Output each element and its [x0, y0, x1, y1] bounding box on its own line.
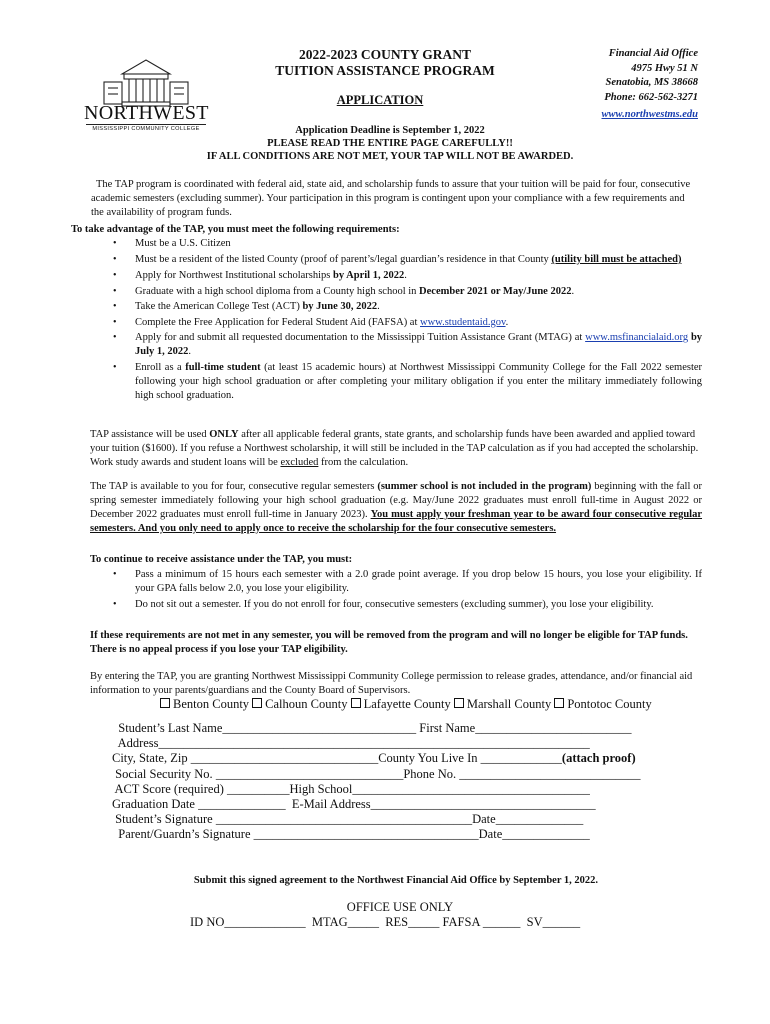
id-no-input[interactable]: _____________ — [224, 915, 306, 929]
student-date-input[interactable]: ______________ — [495, 812, 584, 827]
city-label: City, State, Zip — [112, 751, 188, 766]
grad-row — [112, 797, 692, 812]
list-item: • Pass a minimum of 15 hours each semester with a 2.0 grade point average. If you drop below 15 hours, you lose your eligibility. If your GPA falls below 2.0, you lose your eligibility. — [110, 568, 702, 596]
act-label: ACT Score (required) — [114, 781, 224, 796]
parent-date-input[interactable]: ______________ — [502, 827, 590, 842]
city-row — [112, 751, 692, 766]
ssn-label: Social Security No. — [115, 766, 213, 781]
address-label: Address — [117, 736, 159, 751]
list-item: • Enroll as a full-time student (at least 15 academic hours) at Northwest Mississippi Community College for the Fall 2022 semester following your high school graduation or after completing your military obligation if you enter the military immediately following high school graduation. — [110, 361, 702, 403]
list-item: • Do not sit out a semester. If you do not enroll for four, consecutive semesters (excluding summer), you lose your eligibility. — [110, 598, 702, 612]
student-signature-row — [112, 812, 692, 827]
logo-name: NORTHWEST — [84, 102, 209, 124]
title-line-2: TUITION ASSISTANCE PROGRAM — [275, 63, 495, 78]
date-label: Date — [478, 827, 503, 842]
office-name: Financial Aid Office — [608, 48, 698, 59]
res-label: RES — [385, 915, 409, 929]
ssn-row — [112, 767, 692, 782]
office-address — [520, 47, 698, 123]
fafsa-input[interactable]: ______ — [482, 915, 521, 929]
application-heading: APPLICATION — [336, 93, 424, 107]
title-line-1: 2022-2023 COUNTY GRANT — [299, 47, 471, 62]
list-item: • Apply for Northwest Institutional scholarships by April 1, 2022. — [110, 269, 702, 283]
assistance-paragraph: TAP assistance will be used ONLY after all applicable federal grants, state grants, and scholarship funds have been awarded and applied toward your tuition ($1600). If you refuse a Northwest scholarship, it will still be included in the TAP calculation as if you had accepted the scholarship. Work study awards and student loans will be excluded from the calculation. — [90, 429, 699, 468]
permission-paragraph: By entering the TAP, you are granting Northwest Mississippi Community College permission to release grades, attendance, and/or financial aid information to your parents/guardians and the County Board of Supervisors. — [90, 671, 693, 696]
parent-signature-row — [112, 827, 692, 842]
high-school-label: High School — [289, 781, 353, 796]
requirements-list — [110, 237, 702, 404]
list-item: • Must be a U.S. Citizen — [110, 237, 702, 251]
fafsa-label: FAFSA — [442, 915, 480, 929]
office-street: 4975 Hwy 51 N — [631, 62, 698, 74]
list-item: • Take the American College Test (ACT) by June 30, 2022. — [110, 300, 702, 314]
office-use-title: OFFICE USE ONLY — [346, 900, 454, 914]
act-row — [112, 782, 692, 797]
intro-text: The TAP program is coordinated with federal aid, state aid, and scholarship funds to assure that your tuition will be paid for four, consecutive academic semesters (excluding summer). Your participation in this program is contingent upon your compliance with a few requirements and the availability of program funds. — [91, 179, 691, 218]
form-title — [250, 47, 520, 79]
read-carefully-text: PLEASE READ THE ENTIRE PAGE CAREFULLY!! — [267, 138, 513, 150]
county-options — [160, 697, 700, 712]
county-label: County You Live In — [378, 751, 478, 766]
list-item: • Graduate with a high school diploma from a County high school in December 2021 or May/June 2022. — [110, 285, 702, 299]
office-city: Senatobia, MS 38668 — [605, 77, 698, 89]
mtag-input[interactable]: _____ — [347, 915, 379, 929]
continue-list — [110, 568, 702, 614]
county-option[interactable]: Benton County — [160, 697, 249, 711]
phone-input[interactable]: _____________________________ — [459, 766, 641, 781]
application-form — [112, 721, 692, 843]
res-input[interactable]: _____ — [408, 915, 440, 929]
availability-paragraph: The TAP is available to you for four, consecutive regular semesters (summer school is not included in the program) beginning with the fall or spring semester immediately following your high school graduation (e.g. May/June 2022 graduates must enroll full-time in August 2022 or December 2022 graduates must enroll full-time in January 2023). You must apply your freshman year to be award four consecutive regular semesters. And you only need to apply once to receive the scholarship for the four consecutive semesters. — [90, 481, 703, 534]
removal-warning: If these requirements are not met in any semester, you will be removed from the program and will no longer be eligible for TAP funds. There is no appeal process if you lose your TAP eligibility. — [90, 630, 688, 655]
continue-heading: To continue to receive assistance under the TAP, you must: — [90, 554, 353, 565]
checkbox-icon[interactable] — [351, 698, 361, 708]
list-item: • Apply for and submit all requested documentation to the Mississippi Tuition Assistance Grant (MTAG) at www.msfinancialaid.org by July 1, 2022. — [110, 331, 702, 359]
website-link[interactable]: www.northwestms.edu — [601, 109, 698, 121]
warning-text: IF ALL CONDITIONS ARE NOT MET, YOUR TAP WILL NOT BE AWARDED. — [206, 151, 574, 163]
first-name-label: First Name — [419, 721, 476, 735]
last-name-input[interactable]: _______________________________ — [222, 721, 417, 735]
address-input[interactable]: _____________________________________________________________________ — [158, 736, 590, 751]
email-input[interactable]: ____________________________________ — [370, 797, 596, 812]
graduation-date-input[interactable]: ______________ — [198, 797, 286, 812]
first-name-input[interactable]: _________________________ — [475, 721, 632, 735]
name-row — [112, 721, 692, 736]
act-input[interactable]: __________ — [227, 781, 290, 796]
studentaid-link[interactable]: www.studentaid.gov — [420, 316, 506, 328]
student-signature-input[interactable]: _________________________________________ — [215, 812, 473, 827]
city-input[interactable]: ______________________________ — [190, 751, 379, 766]
submit-instruction: Submit this signed agreement to the Northwest Financial Aid Office by September 1, 2022. — [193, 875, 599, 886]
mtag-label: MTAG — [311, 915, 348, 929]
building-logo-icon — [84, 52, 208, 108]
requirements-heading: To take advantage of the TAP, you must meet the following requirements: — [71, 224, 400, 235]
high-school-input[interactable]: ______________________________________ — [352, 781, 590, 796]
county-input[interactable]: _____________ — [480, 751, 562, 766]
checkbox-icon[interactable] — [252, 698, 262, 708]
address-row — [112, 736, 692, 751]
date-label: Date — [472, 812, 496, 827]
county-option[interactable]: Calhoun County — [252, 697, 347, 711]
list-item: • Complete the Free Application for Federal Student Aid (FAFSA) at www.studentaid.gov. — [110, 316, 702, 330]
attach-proof-label: (attach proof) — [561, 751, 636, 766]
county-option[interactable]: Marshall County — [454, 697, 551, 711]
parent-signature-label: Parent/Guardn’s Signature — [118, 827, 251, 842]
county-option[interactable]: Lafayette County — [351, 697, 451, 711]
parent-signature-input[interactable]: ____________________________________ — [253, 827, 479, 842]
last-name-label: Student’s Last Name — [118, 721, 223, 735]
office-phone: Phone: 662-562-3271 — [604, 91, 698, 103]
sv-label: SV — [526, 915, 543, 929]
office-use-row — [190, 915, 690, 930]
deadline-block — [100, 124, 680, 164]
logo-subtitle: MISSISSIPPI COMMUNITY COLLEGE — [92, 126, 200, 132]
graduation-date-label: Graduation Date — [112, 797, 195, 812]
phone-label: Phone No. — [403, 766, 457, 781]
checkbox-icon[interactable] — [160, 698, 170, 708]
checkbox-icon[interactable] — [454, 698, 464, 708]
checkbox-icon[interactable] — [554, 698, 564, 708]
msfinancialaid-link[interactable]: www.msfinancialaid.org — [585, 332, 689, 343]
email-label: E-Mail Address — [291, 797, 371, 812]
student-signature-label: Student’s Signature — [115, 812, 213, 827]
deadline-text: Application Deadline is September 1, 2022 — [295, 125, 485, 136]
intro-paragraph — [91, 178, 695, 220]
list-item: • Must be a resident of the listed County (proof of parent’s/legal guardian’s residence in that County (utility bill must be attached) — [110, 253, 702, 267]
id-no-label: ID NO — [190, 915, 225, 929]
sv-input[interactable]: ______ — [542, 915, 581, 929]
county-option[interactable]: Pontotoc County — [554, 697, 651, 711]
ssn-input[interactable]: ______________________________ — [215, 766, 404, 781]
college-logo — [84, 52, 208, 132]
